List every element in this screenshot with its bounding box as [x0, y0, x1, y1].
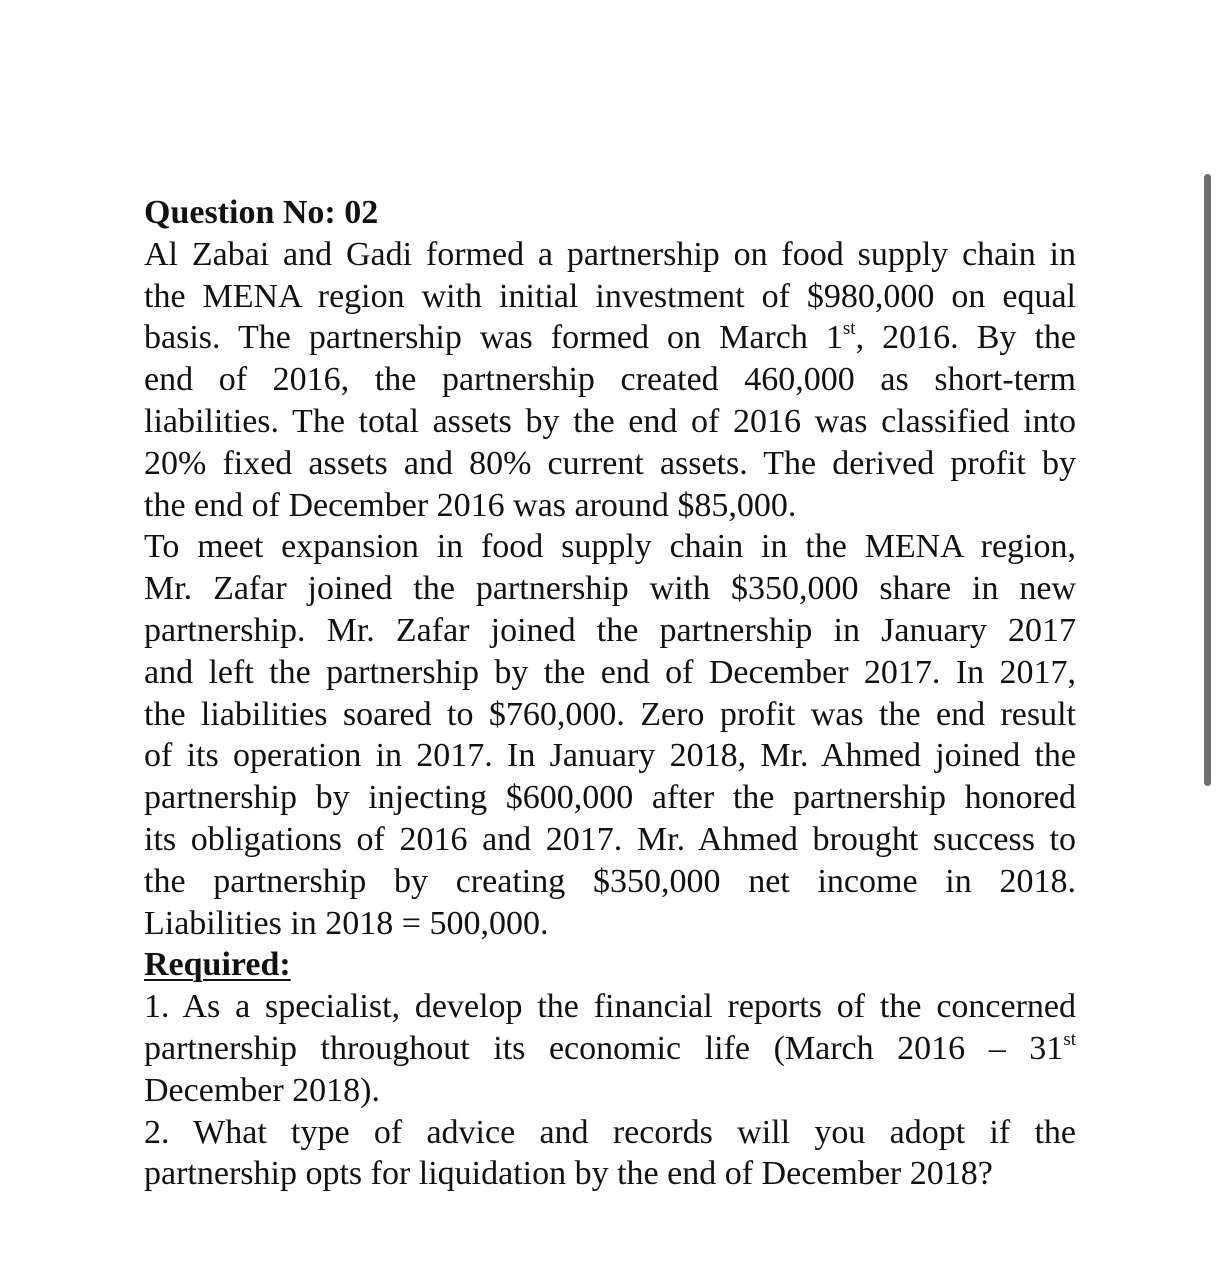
required-item-line: partnership opts for liquidation by the end of December 2018?	[144, 1155, 993, 1193]
ordinal-suffix: st	[842, 318, 856, 340]
paragraph-line: partnership by injecting $600,000 after the partnership honored	[144, 779, 1076, 817]
paragraph-line: 20% fixed assets and 80% current assets. The derived profit by	[144, 444, 1076, 482]
required-item-line: 2. What type of advice and records will you adopt if the	[144, 1113, 1076, 1151]
question-document	[144, 192, 1076, 1195]
paragraph-line: partnership. Mr. Zafar joined the partnership in January 2017	[144, 611, 1076, 649]
required-item-line	[144, 1028, 1076, 1070]
paragraph-line: of its operation in 2017. In January 2018, Mr. Ahmed joined the	[144, 737, 1076, 775]
paragraph-line: liabilities. The total assets by the end of 2016 was classified into	[144, 402, 1076, 440]
required-heading: Required:	[144, 946, 291, 984]
paragraph-line: the end of December 2016 was around $85,000.	[144, 486, 797, 524]
paragraph-line: Mr. Zafar joined the partnership with $350,000 share in new	[144, 570, 1076, 608]
required-item-line: 1. As a specialist, develop the financial reports of the concerned	[144, 988, 1076, 1026]
paragraph-line: Liabilities in 2018 = 500,000.	[144, 904, 549, 942]
paragraph-line: the liabilities soared to $760,000. Zero profit was the end result	[144, 695, 1076, 733]
vertical-scrollbar[interactable]	[1199, 170, 1215, 790]
paragraph-line	[144, 317, 1076, 359]
paragraph-line: end of 2016, the partnership created 460,000 as short-term	[144, 361, 1076, 399]
paragraph-line: the MENA region with initial investment of $980,000 on equal	[144, 277, 1076, 315]
paragraph-line: and left the partnership by the end of December 2017. In 2017,	[144, 653, 1076, 691]
paragraph-line: its obligations of 2016 and 2017. Mr. Ahmed brought success to	[144, 820, 1076, 858]
paragraph-text: basis. The partnership was formed on March 1	[144, 319, 843, 357]
required-heading-line	[144, 944, 1076, 986]
ordinal-suffix: st	[1063, 1028, 1076, 1050]
required-item-text: partnership throughout its economic life (March 2016 – 31	[144, 1029, 1064, 1067]
paragraph-line: Al Zabai and Gadi formed a partnership on food supply chain in	[144, 235, 1076, 273]
required-item-line: December 2018).	[144, 1071, 381, 1109]
question-title: Question No: 02	[144, 194, 379, 231]
scrollbar-thumb[interactable]	[1204, 174, 1211, 786]
paragraph-line: the partnership by creating $350,000 net income in 2018.	[144, 862, 1076, 900]
paragraph-line: To meet expansion in food supply chain in the MENA region,	[144, 528, 1076, 566]
paragraph-text: , 2016. By the	[855, 319, 1076, 357]
